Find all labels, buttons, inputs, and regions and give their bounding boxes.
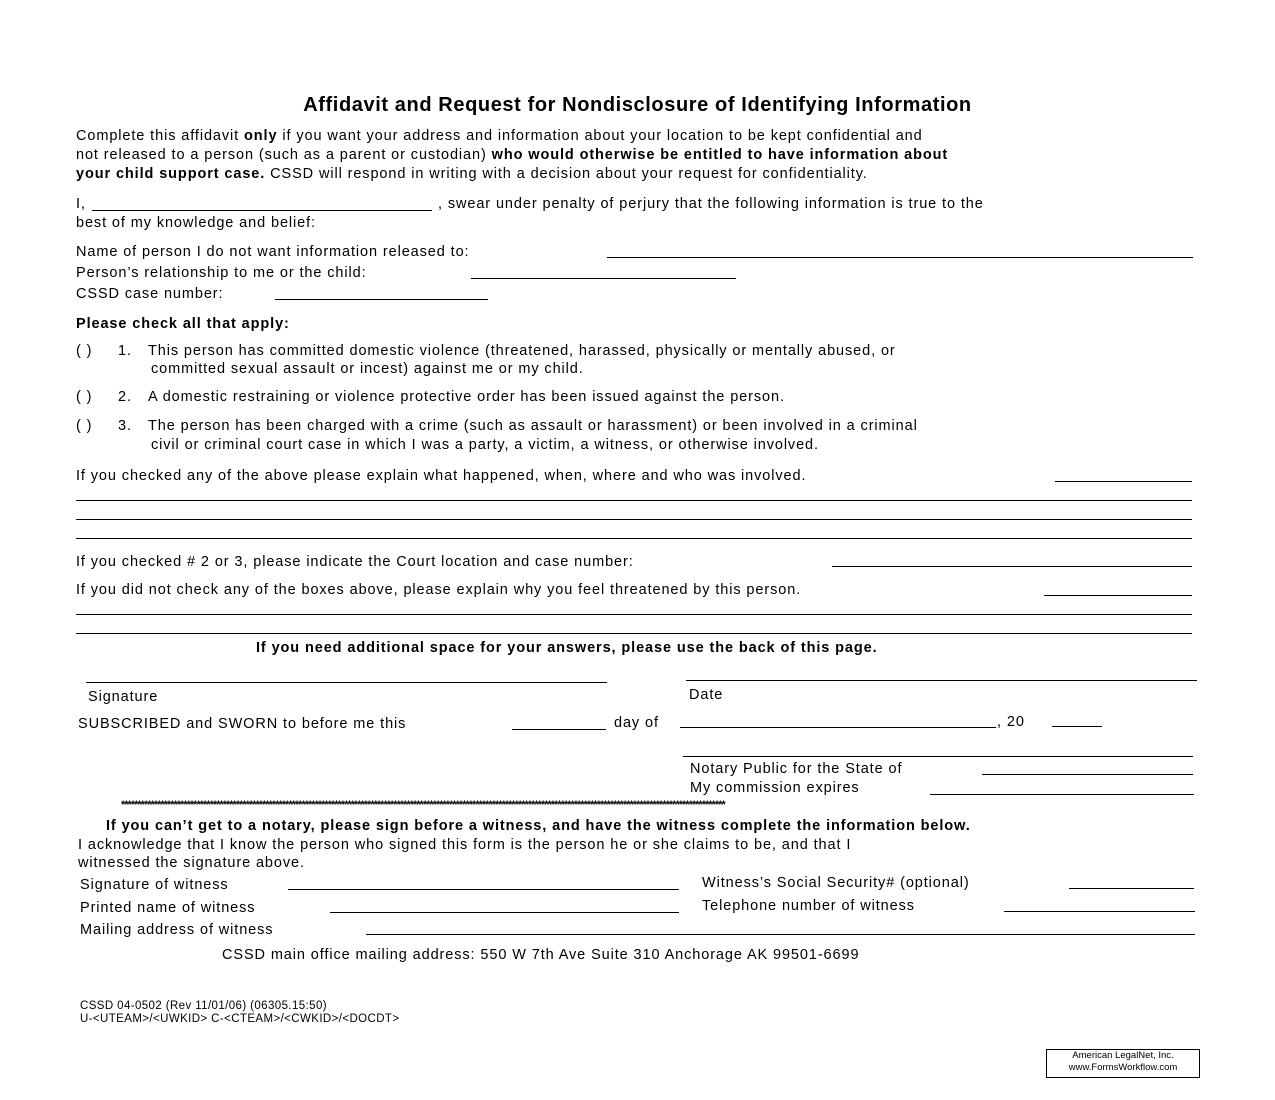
explain-checked-label: If you checked any of the above please explain what happened, when, where and who was involved. — [76, 468, 807, 484]
option-2-number: 2. — [118, 389, 132, 405]
witness-signature-label: Signature of witness — [80, 877, 229, 893]
intro-line-3 — [76, 166, 868, 183]
intro-text: CSSD will respond in writing with a decision about your request for confidentiality. — [270, 166, 868, 182]
notary-state-label: Notary Public for the State of — [690, 761, 903, 777]
case-number-line[interactable] — [275, 299, 488, 300]
explain-checked-line[interactable] — [76, 500, 1192, 501]
option-2-text: A domestic restraining or violence protective order has been issued against the person. — [148, 389, 785, 405]
explain-unchecked-line[interactable] — [76, 633, 1192, 634]
option-3-text-cont: civil or criminal court case in which I was a party, a victim, a witness, or otherwise involved. — [151, 437, 819, 453]
explain-unchecked-label: If you did not check any of the boxes above, please explain why you feel threatened by this person. — [76, 582, 802, 598]
signature-line[interactable] — [86, 682, 607, 683]
signature-label: Signature — [88, 689, 159, 705]
witness-signature-line[interactable] — [288, 889, 679, 890]
oath-prefix: I, — [76, 196, 86, 212]
witness-address-line[interactable] — [366, 934, 1195, 935]
option-3-checkbox[interactable]: ( ) — [76, 418, 93, 434]
relationship-line[interactable] — [471, 278, 736, 279]
option-3-number: 3. — [118, 418, 132, 434]
additional-space-note: If you need additional space for your answers, please use the back of this page. — [256, 640, 878, 656]
sworn-year-label: , 20 — [997, 714, 1025, 730]
publisher-badge — [1046, 1049, 1200, 1078]
badge-line-1: American LegalNet, Inc. — [1072, 1050, 1174, 1061]
intro-line-1 — [76, 128, 923, 145]
witness-address-label: Mailing address of witness — [80, 922, 274, 938]
intro-text: if you want your address and information about your location to be kept confidential and — [282, 128, 923, 144]
badge-line-2: www.FormsWorkflow.com — [1068, 1062, 1178, 1073]
intro-emphasis: only — [244, 128, 278, 144]
witness-heading: If you can’t get to a notary, please sign before a witness, and have the witness complete the information below. — [106, 818, 971, 834]
court-location-line[interactable] — [832, 566, 1192, 567]
option-1-text-cont: committed sexual assault or incest) against me or my child. — [151, 361, 584, 377]
relationship-label: Person’s relationship to me or the child: — [76, 265, 367, 281]
intro-text: Complete this affidavit — [76, 128, 240, 144]
notary-state-line[interactable] — [982, 774, 1193, 775]
explain-checked-line[interactable] — [1055, 481, 1192, 482]
commission-label: My commission expires — [690, 780, 860, 796]
option-1-number: 1. — [118, 343, 132, 359]
witness-phone-line[interactable] — [1004, 911, 1195, 912]
separator: **************************************************************************************************************************************************************************************** — [121, 799, 725, 811]
option-1-text: This person has committed domestic violence (threatened, harassed, physically or mentally abused, or — [148, 343, 896, 359]
intro-emphasis: your child support case. — [76, 166, 266, 182]
option-1-checkbox[interactable]: ( ) — [76, 343, 93, 359]
date-label: Date — [689, 687, 724, 703]
acknowledge-line-2: witnessed the signature above. — [78, 855, 305, 871]
witness-printed-line[interactable] — [330, 912, 679, 913]
witness-printed-label: Printed name of witness — [80, 900, 256, 916]
witness-ssn-line[interactable] — [1069, 888, 1194, 889]
person-name-label: Name of person I do not want information released to: — [76, 244, 470, 260]
witness-ssn-label: Witness’s Social Security# (optional) — [702, 875, 970, 891]
witness-phone-label: Telephone number of witness — [702, 898, 915, 914]
intro-text: not released to a person (such as a parent or custodian) — [76, 147, 487, 163]
merge-fields: U-<UTEAM>/<UWKID> C-<CTEAM>/<CWKID>/<DOCDT> — [80, 1013, 400, 1025]
affiant-name-line[interactable] — [92, 210, 432, 211]
page-title: Affidavit and Request for Nondisclosure of Identifying Information — [303, 94, 972, 116]
oath-line-2: best of my knowledge and belief: — [76, 215, 316, 231]
sworn-day-of: day of — [614, 715, 659, 731]
case-number-label: CSSD case number: — [76, 286, 224, 302]
form-code: CSSD 04-0502 (Rev 11/01/06) (06305.15:50) — [80, 1000, 327, 1012]
date-line[interactable] — [686, 680, 1197, 681]
acknowledge-line-1: I acknowledge that I know the person who signed this form is the person he or she claims to be, and that I — [78, 837, 852, 853]
check-heading: Please check all that apply: — [76, 316, 290, 332]
office-address: CSSD main office mailing address: 550 W 7th Ave Suite 310 Anchorage AK 99501-6699 — [222, 947, 860, 963]
intro-line-2 — [76, 147, 948, 164]
person-name-line[interactable] — [607, 257, 1193, 258]
court-location-label: If you checked # 2 or 3, please indicate the Court location and case number: — [76, 554, 634, 570]
option-3-text: The person has been charged with a crime (such as assault or harassment) or been involved in a criminal — [148, 418, 918, 434]
sworn-month-line[interactable] — [680, 727, 996, 728]
explain-unchecked-line[interactable] — [76, 614, 1192, 615]
option-2-checkbox[interactable]: ( ) — [76, 389, 93, 405]
intro-emphasis: who would otherwise be entitled to have information about — [491, 147, 949, 163]
explain-checked-line[interactable] — [76, 538, 1192, 539]
explain-checked-line[interactable] — [76, 519, 1192, 520]
sworn-day-line[interactable] — [512, 729, 606, 730]
explain-unchecked-line[interactable] — [1044, 595, 1192, 596]
notary-signature-line[interactable] — [683, 756, 1193, 757]
oath-text: , swear under penalty of perjury that the following information is true to the — [438, 196, 984, 212]
sworn-year-line[interactable] — [1052, 726, 1102, 727]
commission-line[interactable] — [930, 794, 1194, 795]
sworn-prefix: SUBSCRIBED and SWORN to before me this — [78, 716, 407, 732]
